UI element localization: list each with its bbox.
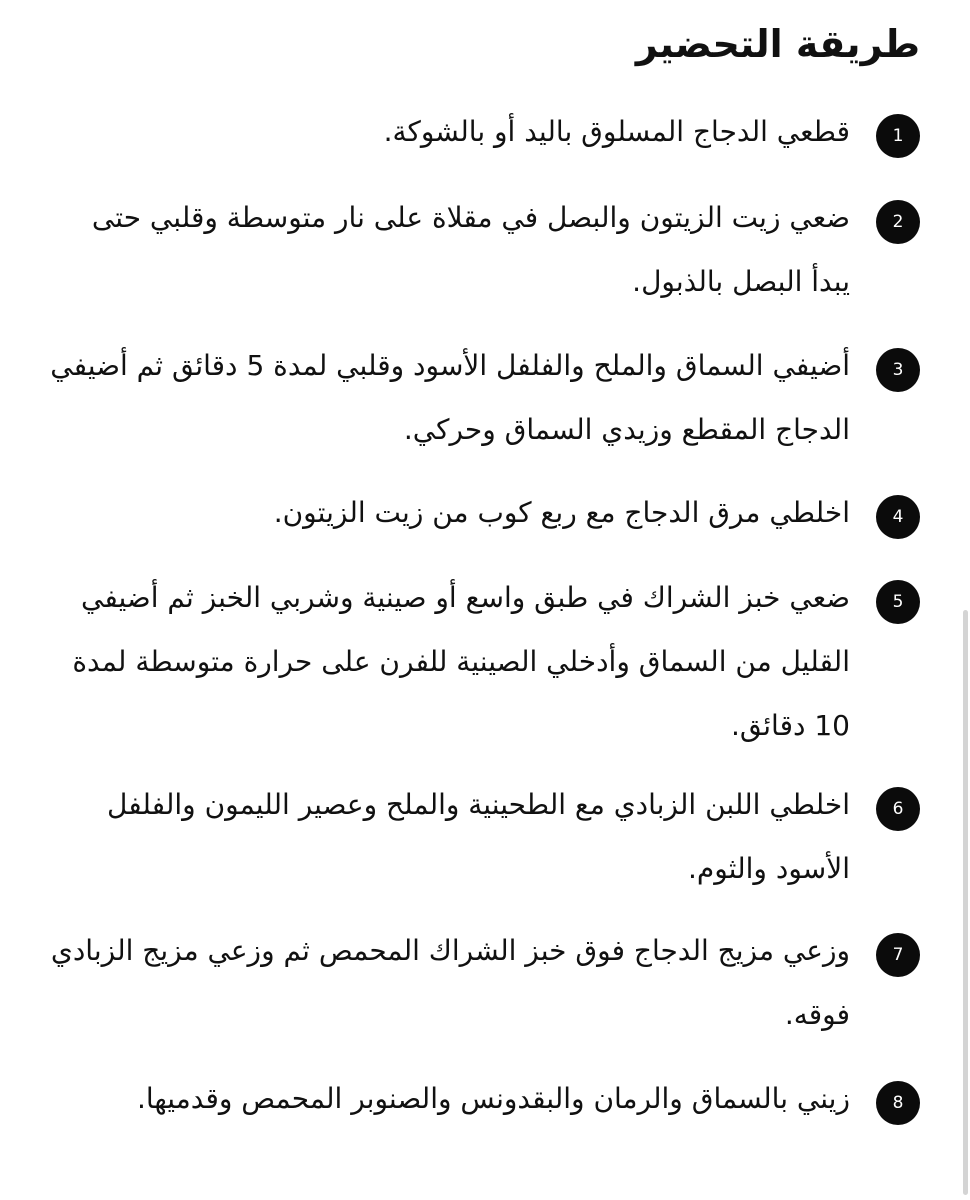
step-text: وزعي مزيج الدجاج فوق خبز الشراك المحمص ثم وزعي مزيج الزبادي فوقه. bbox=[50, 934, 850, 1031]
step-text: زيني بالسماق والرمان والبقدونس والصنوبر المحمص وقدميها. bbox=[136, 1082, 850, 1115]
step-number-badge: 5 bbox=[876, 580, 920, 624]
step-text: ضعي خبز الشراك في طبق واسع أو صينية وشربي الخبز ثم أضيفي القليل من السماق وأدخلي الصينية للفرن على حرارة متوسطة لمدة 10 دقائق. bbox=[72, 581, 850, 742]
step-number-badge: 1 bbox=[876, 114, 920, 158]
section-title: طريقة التحضير bbox=[635, 22, 920, 66]
step-number-badge: 4 bbox=[876, 495, 920, 539]
vertical-scrollbar[interactable] bbox=[963, 610, 968, 1195]
step-number-badge: 8 bbox=[876, 1081, 920, 1125]
step-text: اخلطي اللبن الزبادي مع الطحينية والملح وعصير الليمون والفلفل الأسود والثوم. bbox=[107, 788, 850, 885]
step-text: اخلطي مرق الدجاج مع ربع كوب من زيت الزيتون. bbox=[273, 496, 850, 529]
step-text: أضيفي السماق والملح والفلفل الأسود وقلبي لمدة 5 دقائق ثم أضيفي الدجاج المقطع وزيدي السماق وحركي. bbox=[50, 349, 850, 446]
step-text: قطعي الدجاج المسلوق باليد أو بالشوكة. bbox=[383, 115, 850, 148]
step-number-badge: 2 bbox=[876, 200, 920, 244]
step-number-badge: 6 bbox=[876, 787, 920, 831]
step-number-badge: 3 bbox=[876, 348, 920, 392]
step-number-badge: 7 bbox=[876, 933, 920, 977]
step-text: ضعي زيت الزيتون والبصل في مقلاة على نار متوسطة وقلبي حتى يبدأ البصل بالذبول. bbox=[91, 201, 850, 298]
